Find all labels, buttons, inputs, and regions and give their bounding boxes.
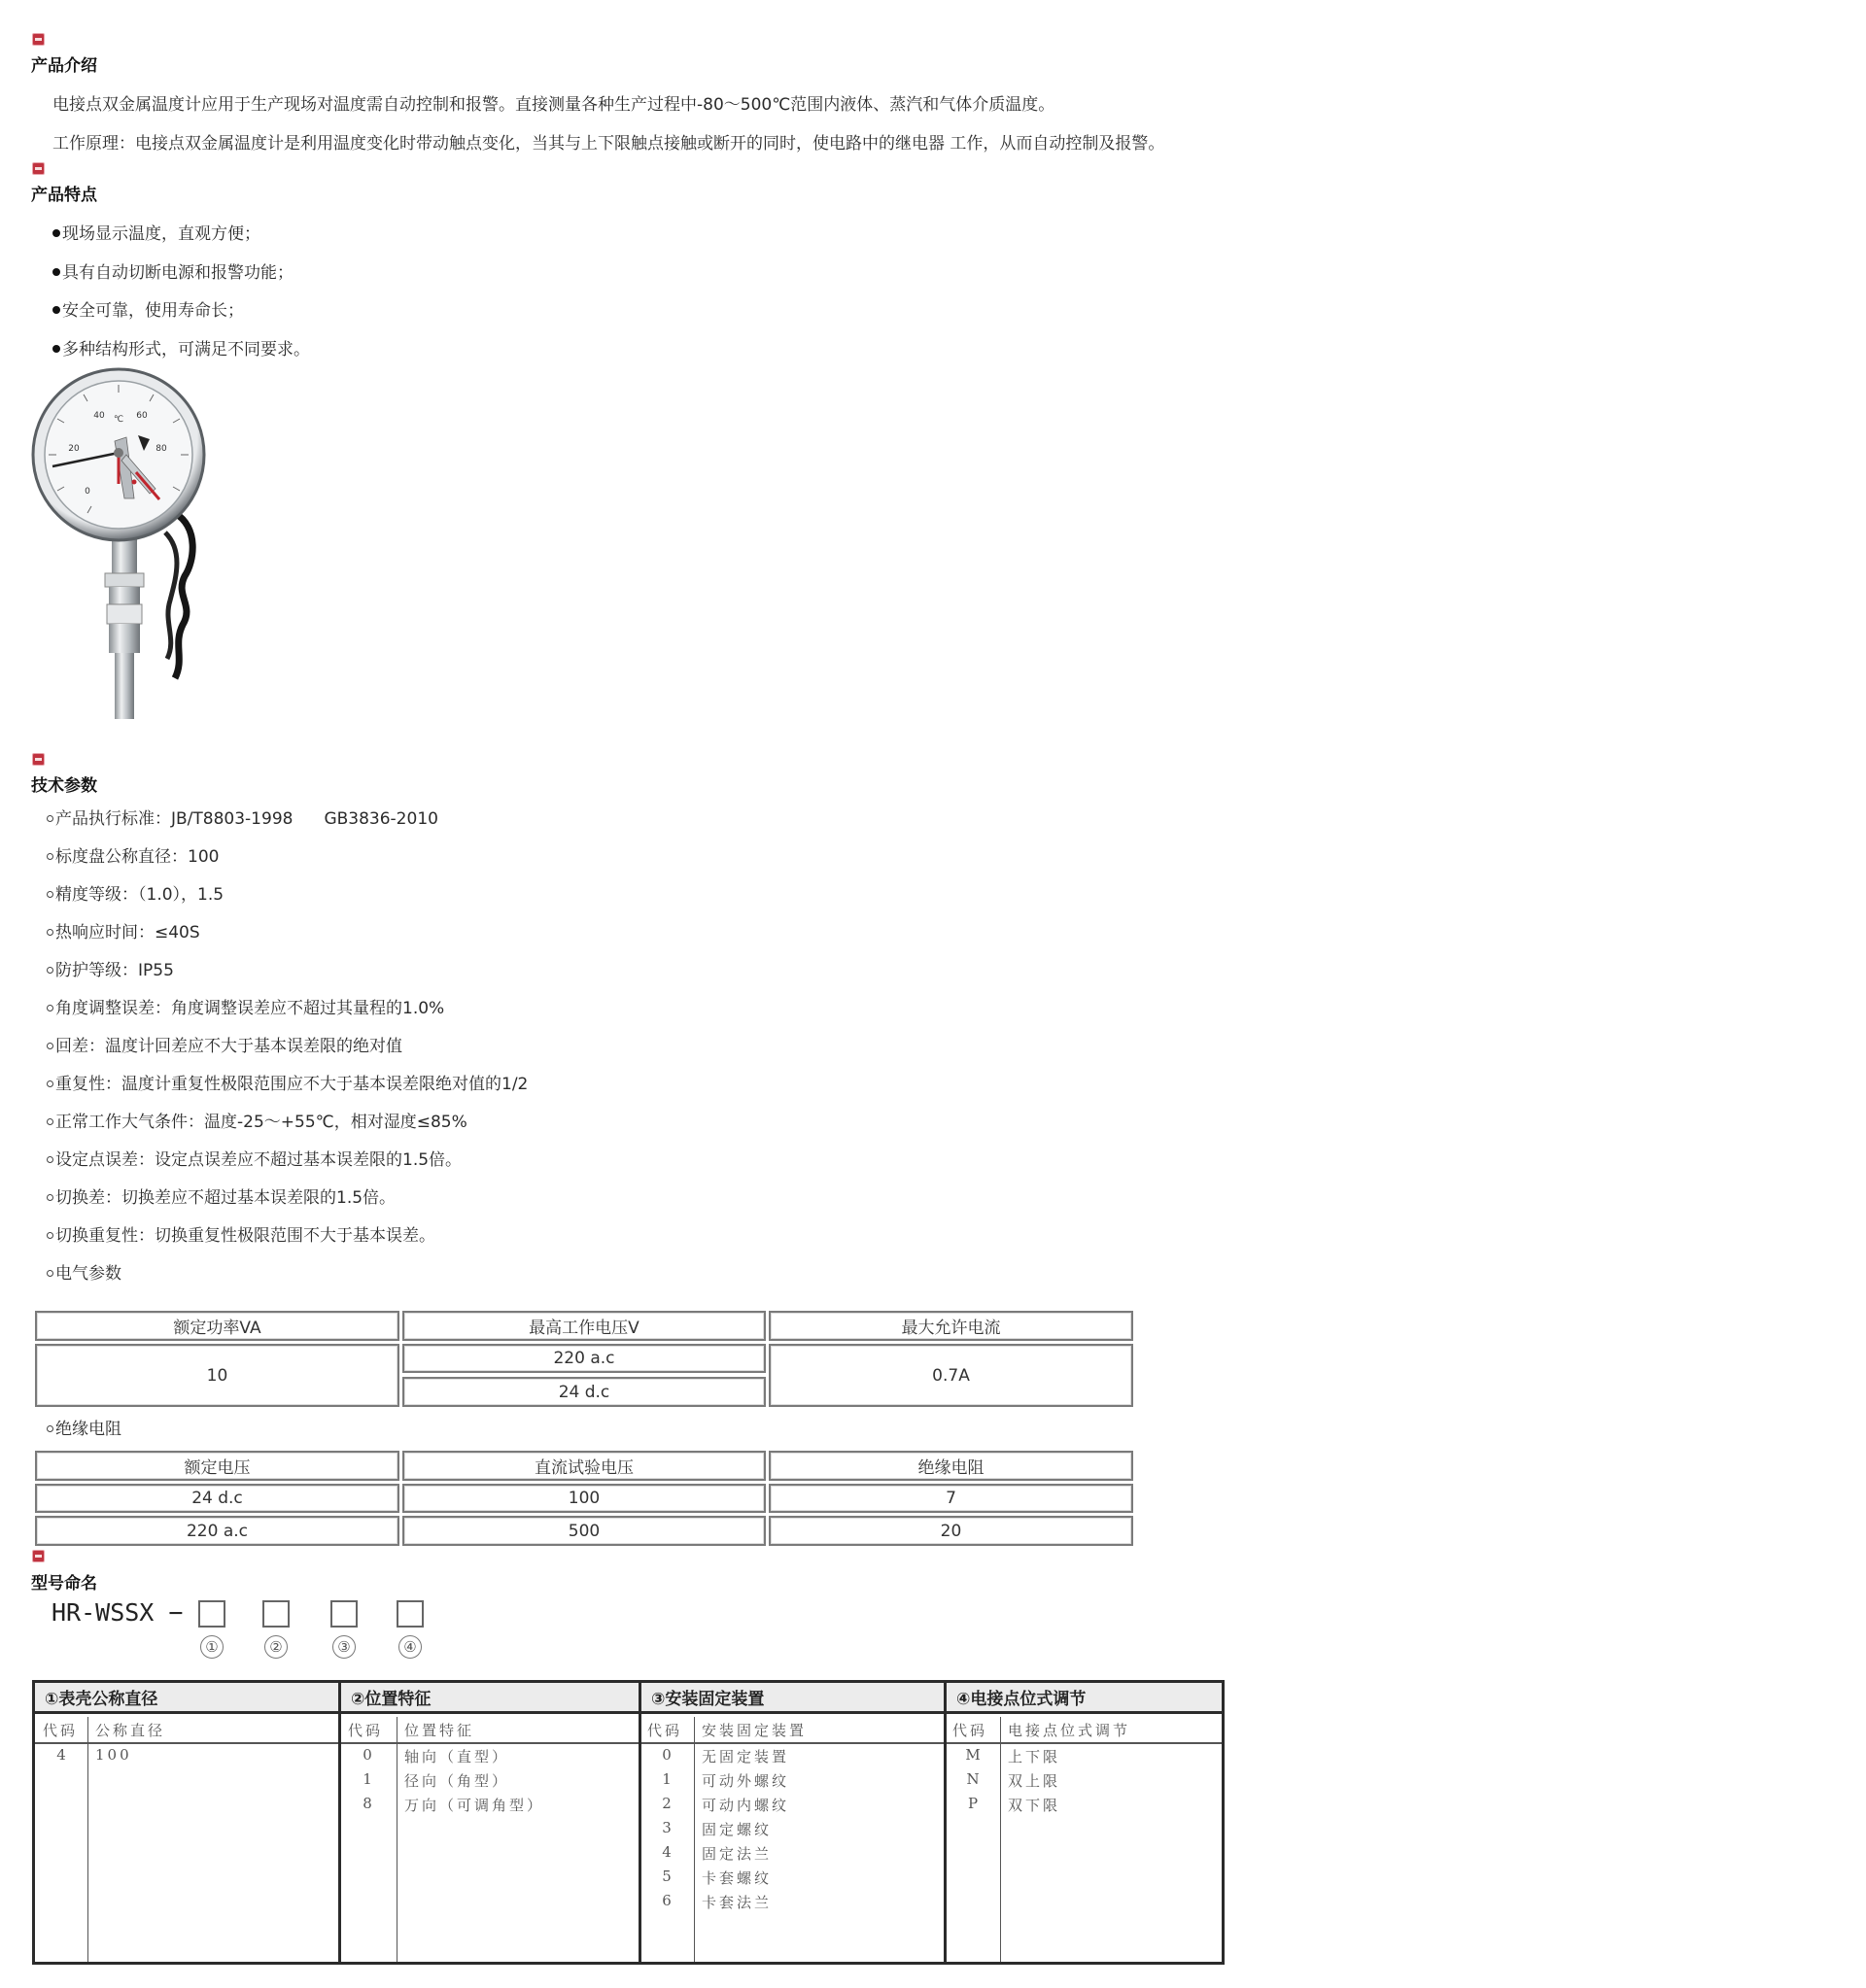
code-cell: 0 — [662, 1746, 672, 1764]
desc-cell: 卡套螺纹 — [702, 1869, 773, 1887]
feature-text: 具有自动切断电源和报警功能； — [62, 263, 294, 283]
group-header: ①表壳公称直径 — [35, 1683, 338, 1714]
param-label-electrical — [47, 1262, 121, 1285]
gauge-label: 40 — [93, 411, 105, 421]
code-cell: P — [967, 1795, 979, 1812]
slot-number: ② — [264, 1635, 288, 1659]
code-cell: 3 — [662, 1819, 672, 1836]
desc-cell: 上下限 — [1008, 1748, 1061, 1765]
code-cell: 0 — [363, 1746, 372, 1764]
ring-bullet-icon — [47, 1118, 53, 1125]
desc-header: 电接点位式调节 — [1008, 1722, 1131, 1739]
param-text: 绝缘电阻 — [55, 1420, 121, 1439]
table-header-cell: 最高工作电压V — [402, 1311, 766, 1341]
group-header: ③安装固定装置 — [641, 1683, 944, 1714]
model-slot-4 — [397, 1600, 424, 1628]
param-text: 切换重复性：切换重复性极限范围不大于基本误差。 — [55, 1226, 435, 1246]
group-header: ④电接点位式调节 — [947, 1683, 1222, 1714]
feature-item — [52, 261, 294, 285]
code-header: 代码 — [952, 1722, 988, 1739]
desc-cell: 可动内螺纹 — [702, 1797, 790, 1814]
desc-cell: 无固定装置 — [702, 1748, 790, 1765]
code-cell: M — [965, 1746, 981, 1764]
table-cell: 24 d.c — [35, 1484, 399, 1513]
param-text: 标度盘公称直径：100 — [55, 847, 220, 867]
param-item — [47, 1073, 528, 1096]
ring-bullet-icon — [47, 1270, 53, 1277]
gauge-label: ℃ — [113, 415, 124, 425]
code-cell: 6 — [662, 1892, 672, 1909]
param-item — [47, 1148, 462, 1172]
code-cell: 4 — [56, 1746, 66, 1764]
desc-cell: 双下限 — [1008, 1797, 1061, 1814]
desc-cell: 固定螺纹 — [702, 1821, 773, 1838]
table-cell: 7 — [769, 1484, 1133, 1513]
code-cell: N — [966, 1770, 980, 1788]
model-slot-3 — [330, 1600, 358, 1628]
code-header: 代码 — [348, 1722, 384, 1739]
table-header-cell: 直流试验电压 — [402, 1451, 766, 1481]
desc-header: 位置特征 — [404, 1722, 475, 1739]
param-text: 重复性：温度计重复性极限范围应不大于基本误差限绝对值的1/2 — [55, 1075, 529, 1094]
param-text: 切换差：切换差应不超过基本误差限的1.5倍。 — [55, 1188, 397, 1208]
section-title-features: 产品特点 — [31, 186, 97, 205]
desc-cell: 双上限 — [1008, 1772, 1061, 1790]
section-title-intro: 产品介绍 — [31, 56, 97, 76]
ring-bullet-icon — [47, 1425, 53, 1432]
model-slot-1 — [198, 1600, 225, 1628]
ring-bullet-icon — [47, 815, 53, 822]
param-label-insulation — [47, 1418, 121, 1441]
code-cell: 5 — [662, 1868, 672, 1885]
gauge-label: 80 — [156, 444, 167, 454]
bullet-icon — [52, 268, 60, 276]
param-text: 回差：温度计回差应不大于基本误差限的绝对值 — [55, 1037, 402, 1056]
bullet-icon — [52, 345, 60, 353]
feature-text: 多种结构形式，可满足不同要求。 — [62, 340, 310, 360]
section-title-model: 型号命名 — [31, 1574, 97, 1594]
slot-number: ① — [200, 1635, 224, 1659]
model-spec-table — [32, 1680, 1225, 1965]
ring-bullet-icon — [47, 1232, 53, 1239]
section-title-tech: 技术参数 — [31, 776, 97, 796]
param-text: GB3836-2010 — [324, 809, 438, 829]
param-text: 热响应时间：≤40S — [55, 923, 200, 943]
ring-bullet-icon — [47, 1005, 53, 1011]
code-cell: 2 — [662, 1795, 672, 1812]
column-divider — [338, 1683, 341, 1962]
ring-bullet-icon — [47, 853, 53, 860]
code-header: 代码 — [43, 1722, 79, 1739]
bullet-icon — [52, 229, 60, 237]
param-item — [47, 883, 224, 907]
feature-text: 安全可靠，使用寿命长； — [62, 301, 244, 321]
desc-cell: 万向（可调角型） — [404, 1797, 545, 1814]
param-item — [47, 921, 200, 944]
gauge-label: 60 — [136, 411, 148, 421]
param-text: 设定点误差：设定点误差应不超过基本误差限的1.5倍。 — [55, 1150, 463, 1170]
desc-cell: 可动外螺纹 — [702, 1772, 790, 1790]
ring-bullet-icon — [47, 929, 53, 936]
code-cell: 4 — [662, 1843, 672, 1861]
column-divider — [639, 1683, 641, 1962]
param-item — [47, 1111, 467, 1134]
column-divider — [944, 1683, 947, 1962]
table-cell: 500 — [402, 1516, 766, 1546]
table-cell: 24 d.c — [402, 1377, 766, 1407]
code-cell: 1 — [662, 1770, 672, 1788]
table-cell: 100 — [402, 1484, 766, 1513]
table-header-cell: 最大允许电流 — [769, 1311, 1133, 1341]
inner-divider — [1000, 1717, 1001, 1962]
table-cell: 220 a.c — [402, 1344, 766, 1373]
feature-item — [52, 299, 244, 323]
section-marker-icon — [33, 163, 44, 174]
ring-bullet-icon — [47, 1080, 53, 1087]
ring-bullet-icon — [47, 967, 53, 974]
param-item — [47, 807, 438, 831]
product-image — [29, 367, 214, 719]
bullet-icon — [52, 306, 60, 314]
model-slot-2 — [262, 1600, 290, 1628]
slot-number: ③ — [332, 1635, 356, 1659]
code-cell: 8 — [363, 1795, 372, 1812]
model-code: HR-WSSX − — [52, 1598, 184, 1627]
param-item — [47, 997, 444, 1020]
feature-item — [52, 338, 310, 361]
param-text: 角度调整误差：角度调整误差应不超过其量程的1.0% — [55, 999, 445, 1018]
param-text: 电气参数 — [55, 1264, 121, 1284]
table-cell: 20 — [769, 1516, 1133, 1546]
desc-cell: 固定法兰 — [702, 1845, 773, 1863]
intro-principle: 工作原理：电接点双金属温度计是利用温度变化时带动触点变化，当其与上下限触点接触或断开的同时，使电路中的继电器 工作，从而自动控制及报警。 — [52, 134, 1165, 154]
desc-cell: 卡套法兰 — [702, 1894, 773, 1911]
desc-cell: 100 — [95, 1746, 132, 1764]
table-header-cell: 绝缘电阻 — [769, 1451, 1133, 1481]
table-cell: 220 a.c — [35, 1516, 399, 1546]
param-item — [47, 845, 219, 869]
param-text: 正常工作大气条件：温度-25～+55℃，相对湿度≤85% — [55, 1113, 467, 1132]
table-cell: 10 — [35, 1344, 399, 1407]
group-header: ②位置特征 — [341, 1683, 639, 1714]
feature-item — [52, 223, 260, 246]
table-cell: 0.7A — [769, 1344, 1133, 1407]
code-cell: 1 — [363, 1770, 372, 1788]
ring-bullet-icon — [47, 1043, 53, 1049]
desc-cell: 径向（角型） — [404, 1772, 510, 1790]
ring-bullet-icon — [47, 1194, 53, 1201]
desc-cell: 轴向（直型） — [404, 1748, 510, 1765]
param-item — [47, 959, 174, 982]
param-item — [47, 1035, 402, 1058]
gauge-label: 0 — [85, 487, 90, 497]
section-marker-icon — [33, 754, 44, 765]
feature-text: 现场显示温度，直观方便； — [62, 224, 260, 244]
inner-divider — [87, 1717, 88, 1962]
param-text: 精度等级：（1.0），1.5 — [55, 885, 225, 905]
ring-bullet-icon — [47, 891, 53, 898]
table-header-cell: 额定功率VA — [35, 1311, 399, 1341]
param-text: 产品执行标准：JB/T8803-1998 — [55, 809, 294, 829]
desc-header: 安装固定装置 — [702, 1722, 808, 1739]
slot-number: ④ — [398, 1635, 422, 1659]
code-header: 代码 — [647, 1722, 683, 1739]
section-marker-icon — [33, 1551, 44, 1561]
desc-header: 公称直径 — [95, 1722, 166, 1739]
inner-divider — [694, 1717, 695, 1962]
section-marker-icon — [33, 34, 44, 45]
param-text: 防护等级：IP55 — [55, 961, 174, 980]
param-item — [47, 1224, 435, 1248]
param-item — [47, 1186, 396, 1210]
gauge-label: 20 — [68, 444, 80, 454]
intro-paragraph: 电接点双金属温度计应用于生产现场对温度需自动控制和报警。直接测量各种生产过程中-80～500℃范围内液体、蒸汽和气体介质温度。 — [52, 95, 1055, 115]
ring-bullet-icon — [47, 1156, 53, 1163]
table-header-cell: 额定电压 — [35, 1451, 399, 1481]
